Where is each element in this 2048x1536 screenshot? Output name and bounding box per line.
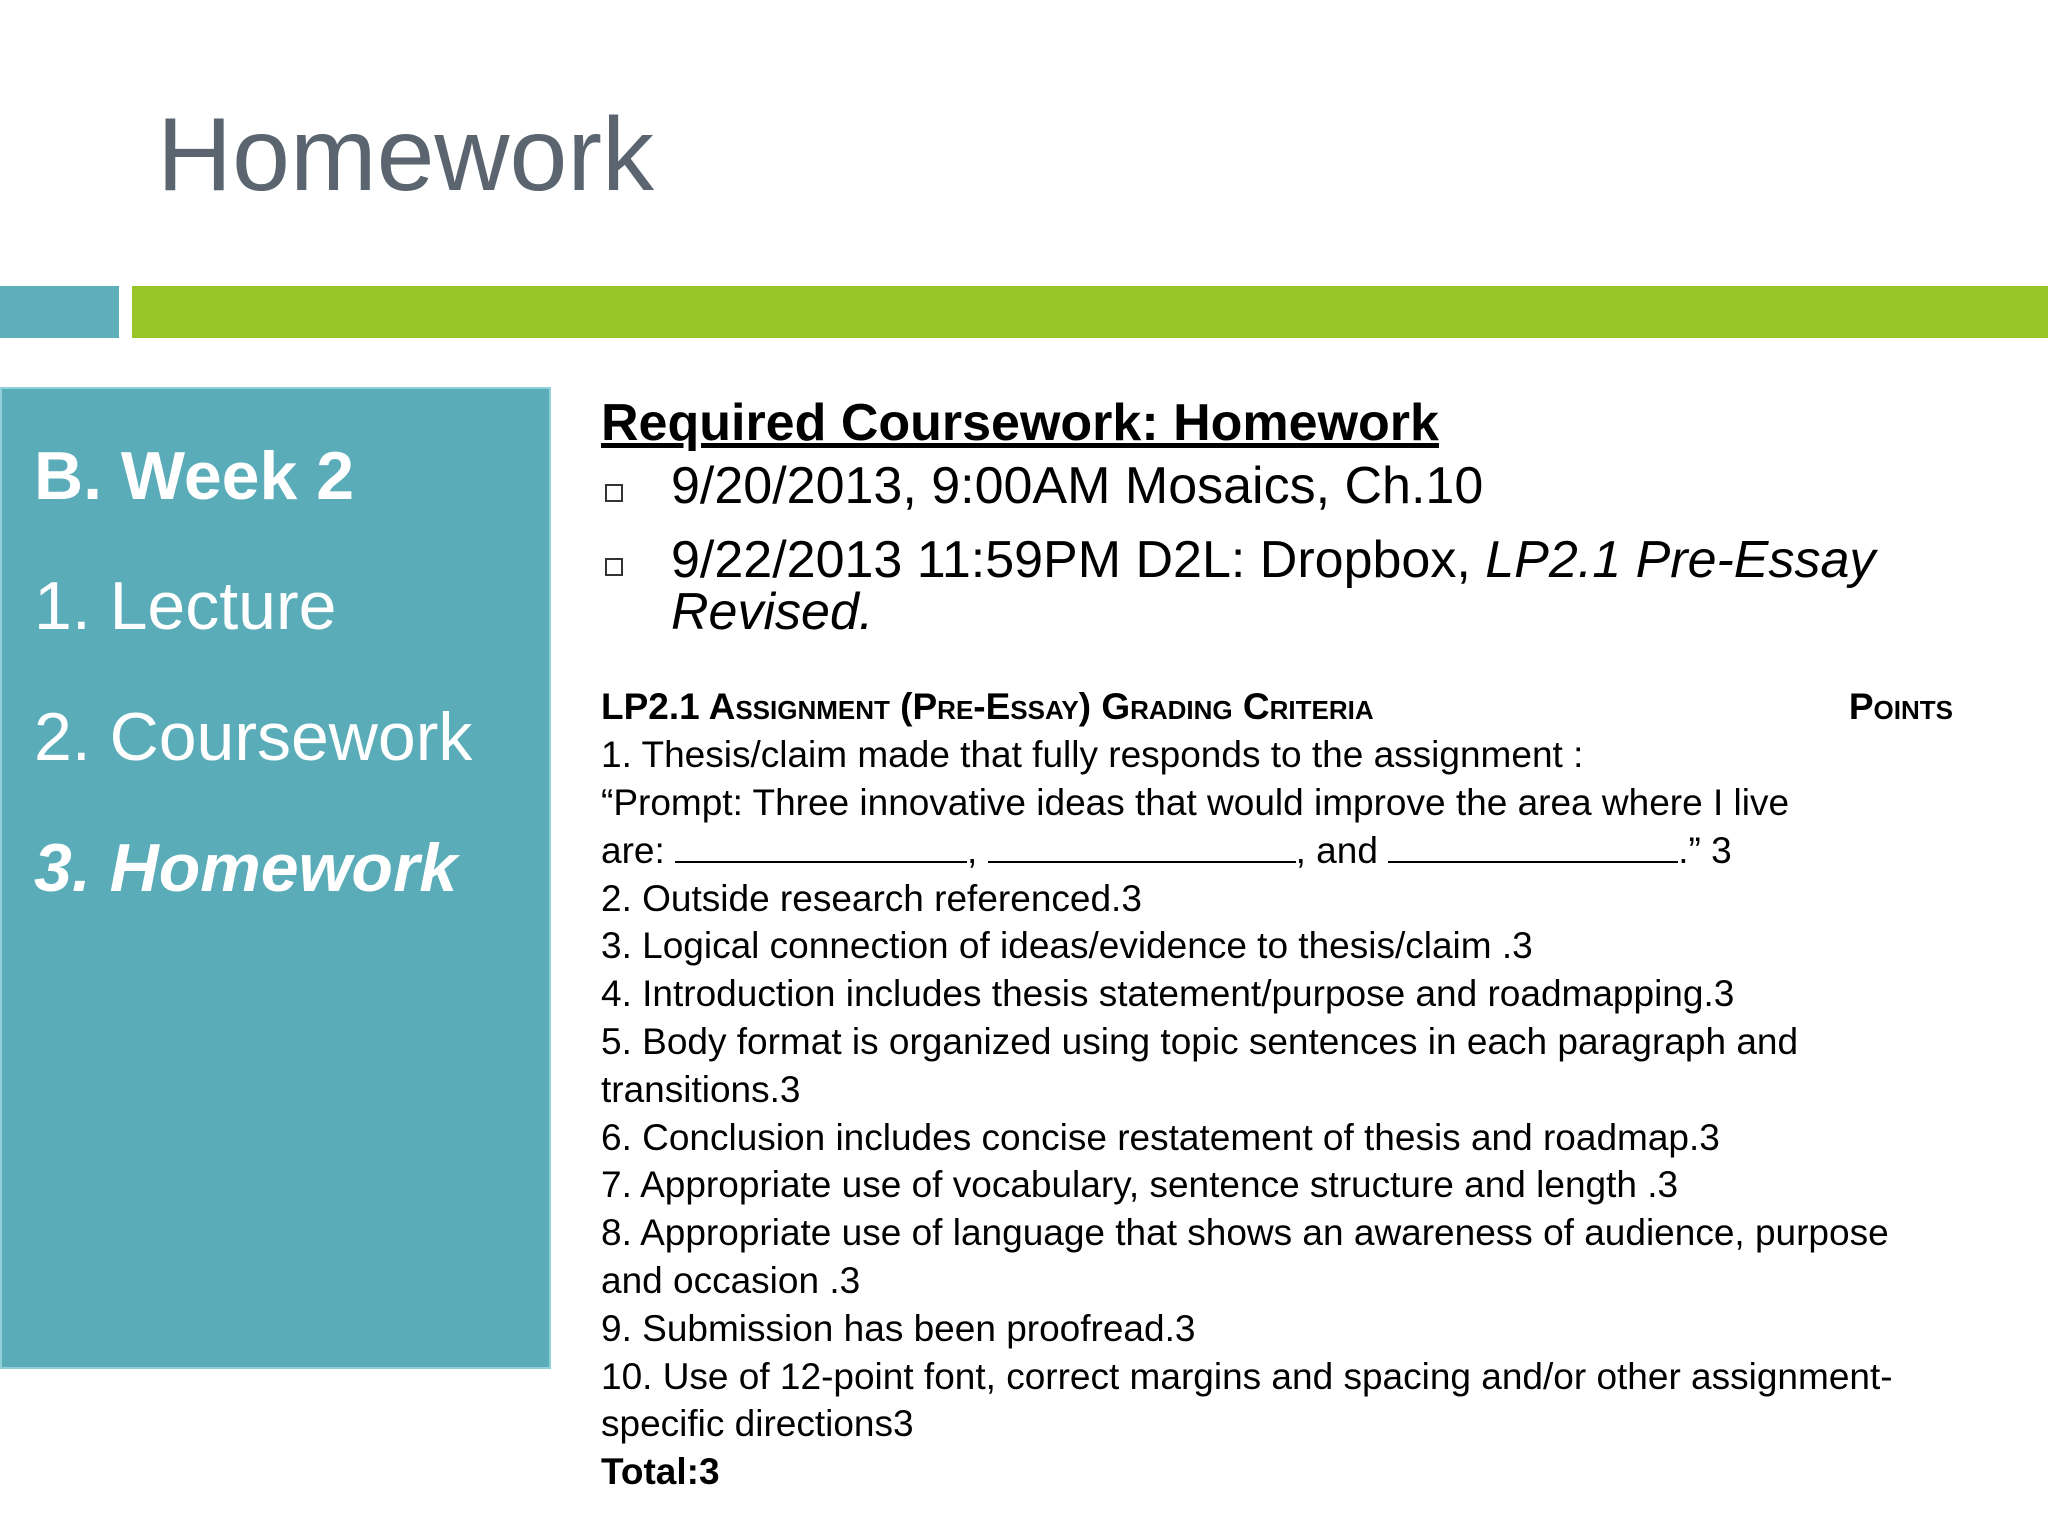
accent-bar-green bbox=[132, 286, 2048, 338]
total-points: 3 bbox=[698, 1451, 720, 1493]
sidebar-item-lecture: 1. Lecture bbox=[34, 568, 337, 644]
criteria-text: 2. Outside research referenced. bbox=[601, 877, 1122, 919]
due-dates-list bbox=[601, 457, 2021, 642]
blank-line bbox=[675, 827, 967, 863]
criteria-line bbox=[601, 1161, 2021, 1209]
criteria-line bbox=[601, 827, 2021, 875]
list-item bbox=[601, 531, 2021, 642]
criteria-text-part: are: bbox=[601, 829, 676, 871]
criteria-line bbox=[601, 1400, 2021, 1448]
coursework-heading: Required Coursework: Homework bbox=[601, 394, 1439, 452]
criteria-line bbox=[601, 779, 2021, 827]
slide-title: Homework bbox=[157, 97, 654, 213]
points-value: 3 bbox=[1121, 877, 1142, 919]
points-value: 3 bbox=[839, 1259, 861, 1301]
total-label: Total: bbox=[601, 1451, 699, 1493]
criteria-line bbox=[601, 1114, 2021, 1162]
blank-line bbox=[988, 827, 1296, 863]
criteria-text-part: , bbox=[967, 829, 988, 871]
list-item bbox=[601, 457, 2021, 516]
sidebar-item-homework: 3. Homework bbox=[34, 830, 458, 906]
points-value: 3 bbox=[1657, 1164, 1679, 1206]
square-bullet-icon bbox=[605, 558, 623, 576]
points-header: Points bbox=[1848, 686, 1953, 728]
criteria-line bbox=[601, 731, 2021, 779]
criteria-text: 3. Logical connection of ideas/evidence to thesis/claim . bbox=[601, 925, 1513, 967]
criteria-text: 1. Thesis/claim made that fully responds to the assignment : bbox=[601, 734, 1584, 776]
due-date-text: 9/22/2013 11:59PM D2L: Dropbox, bbox=[671, 531, 1486, 590]
criteria-line bbox=[601, 1257, 2021, 1305]
criteria-header-row bbox=[601, 683, 2021, 731]
criteria-text: and occasion . bbox=[601, 1259, 840, 1301]
criteria-text: 5. Body format is organized using topic sentences in each paragraph and bbox=[601, 1020, 1799, 1062]
grading-criteria bbox=[601, 683, 2021, 1496]
criteria-line bbox=[601, 1018, 2021, 1066]
criteria-text: “Prompt: Three innovative ideas that would improve the area where I live bbox=[601, 781, 1790, 823]
sidebar-panel bbox=[0, 387, 551, 1369]
criteria-text: 8. Appropriate use of language that shows an awareness of audience, purpose bbox=[601, 1212, 1889, 1254]
criteria-line bbox=[601, 970, 2021, 1018]
criteria-line bbox=[601, 875, 2021, 923]
criteria-line bbox=[601, 1209, 2021, 1257]
criteria-text: 7. Appropriate use of vocabulary, sentence structure and length . bbox=[601, 1164, 1658, 1206]
points-value: 3 bbox=[1174, 1307, 1196, 1349]
criteria-text: 10. Use of 12-point font, correct margins and spacing and/or other assignment- bbox=[601, 1355, 1893, 1397]
points-value: 3 bbox=[779, 1068, 801, 1110]
criteria-text bbox=[601, 830, 1701, 871]
criteria-header: LP2.1 Assignment (Pre-Essay) Grading Criteria bbox=[601, 686, 1374, 728]
criteria-line bbox=[601, 1066, 2021, 1114]
sidebar-item-week: B. Week 2 bbox=[34, 438, 355, 514]
criteria-line bbox=[601, 922, 2021, 970]
criteria-text-part: , and bbox=[1295, 829, 1389, 871]
total-row bbox=[601, 1448, 2021, 1496]
accent-bar-teal bbox=[0, 286, 119, 338]
criteria-line bbox=[601, 1305, 2021, 1353]
points-value: 3 bbox=[893, 1403, 914, 1445]
points-value: 3 bbox=[1713, 973, 1735, 1015]
due-date-italic: LP2.1 Pre-Essay Revised. bbox=[671, 531, 1876, 642]
criteria-text-part: .” bbox=[1678, 829, 1701, 871]
due-date-text: 9/20/2013, 9:00AM Mosaics, Ch.10 bbox=[671, 457, 1484, 516]
criteria-text: transitions. bbox=[601, 1068, 780, 1110]
criteria-text: 9. Submission has been proofread. bbox=[601, 1307, 1175, 1349]
sidebar-item-coursework: 2. Coursework bbox=[34, 699, 473, 775]
blank-line bbox=[1388, 827, 1678, 863]
criteria-text: 4. Introduction includes thesis statement/purpose and roadmapping. bbox=[601, 973, 1714, 1015]
criteria-line bbox=[601, 1353, 2021, 1401]
points-value: 3 bbox=[1711, 829, 1732, 871]
points-value: 3 bbox=[1512, 925, 1533, 967]
square-bullet-icon bbox=[605, 484, 623, 502]
points-value: 3 bbox=[1699, 1116, 1720, 1158]
criteria-text: 6. Conclusion includes concise restatement of thesis and roadmap. bbox=[601, 1116, 1700, 1158]
criteria-text: specific directions bbox=[601, 1403, 894, 1445]
main-content bbox=[601, 392, 2021, 1496]
